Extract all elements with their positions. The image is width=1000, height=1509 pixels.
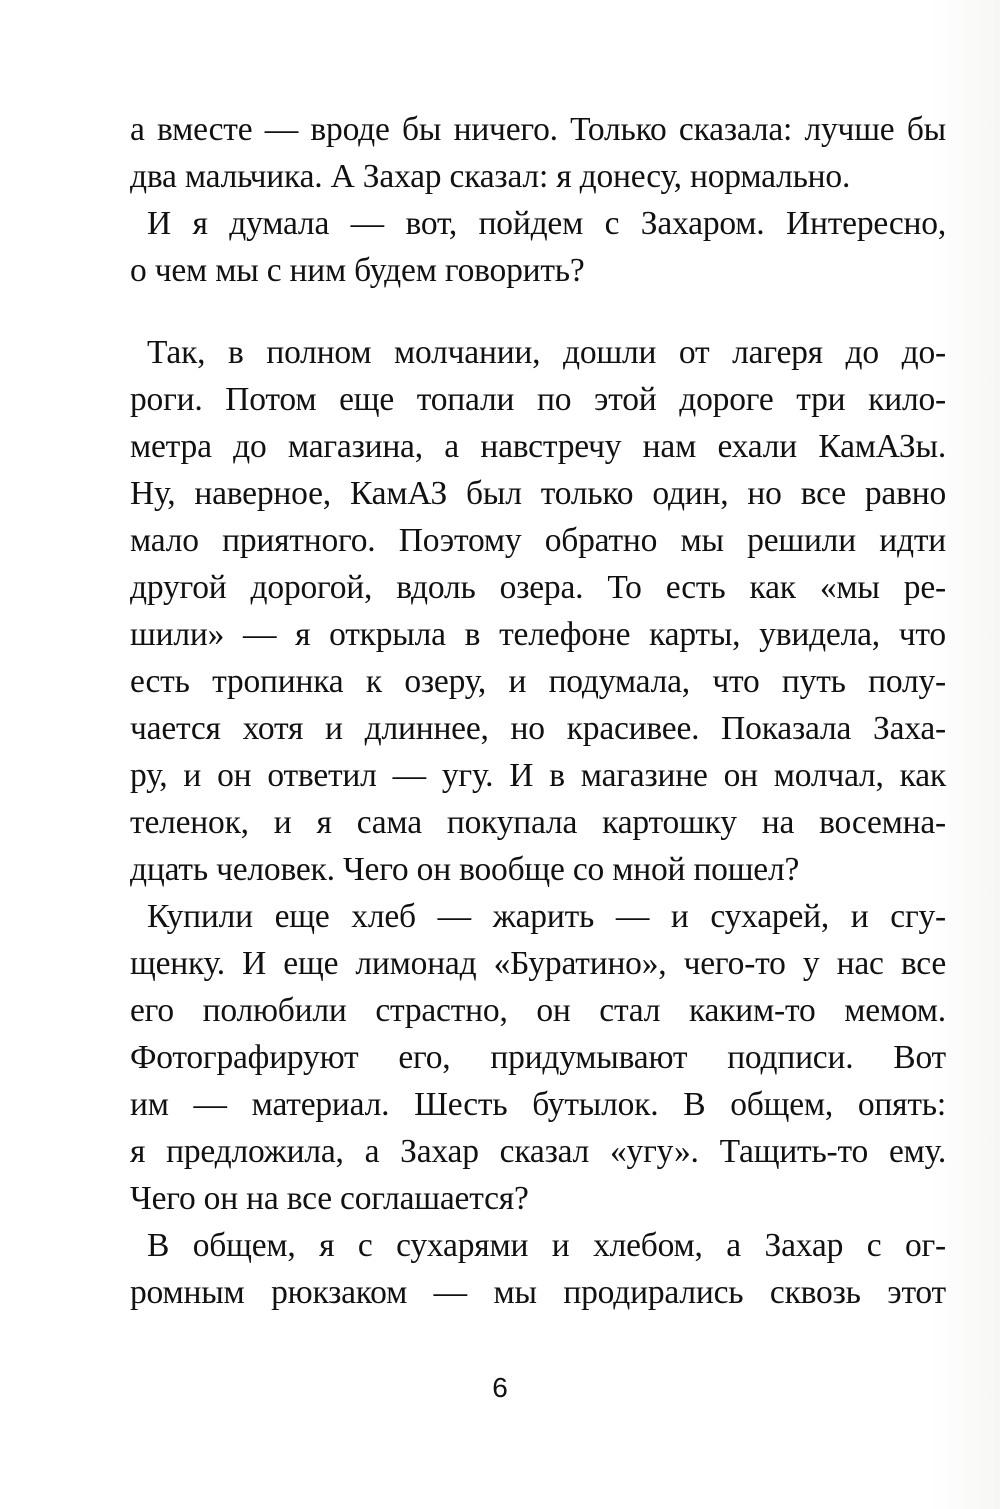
text-line: В общем, я с сухарями и хлебом, а Захар с ог-: [147, 1227, 946, 1264]
text-line: его полюбили страстно, он стал каким-то мемом.: [130, 992, 946, 1029]
text-line: шили» — я открыла в телефоне карты, увидела, что: [130, 616, 946, 653]
text-line: два мальчика. А Захар сказал: я донесу, нормально.: [130, 158, 851, 195]
text-block-top: [130, 106, 946, 294]
text-line: чается хотя и длиннее, но красивее. Показала Заха-: [130, 710, 946, 747]
text-line: ромным рюкзаком — мы продирались сквозь этот: [130, 1274, 946, 1311]
text-line: метра до магазина, а навстречу нам ехали КамАЗы.: [130, 428, 946, 465]
text-line: ру, и он ответил — угу. И в магазине он молчал, как: [130, 757, 946, 794]
text-line: дцать человек. Чего он вообще со мной пошел?: [130, 851, 800, 888]
text-line: Фотографируют его, придумывают подписи. Вот: [130, 1039, 946, 1076]
text-line: Ну, наверное, КамАЗ был только один, но все равно: [130, 475, 946, 512]
text-line: роги. Потом еще топали по этой дороге три кило-: [130, 381, 946, 418]
text-line: Чего он на все соглашается?: [130, 1180, 529, 1217]
text-block-main: [130, 329, 946, 1316]
text-line: я предложила, а Захар сказал «угу». Тащить-то ему.: [130, 1133, 946, 1170]
text-line: другой дорогой, вдоль озера. То есть как «мы ре-: [130, 569, 946, 606]
text-line: им — материал. Шесть бутылок. В общем, опять:: [130, 1086, 946, 1123]
page-number: 6: [492, 1372, 508, 1403]
text-line: Так, в полном молчании, дошли от лагеря до до-: [147, 334, 946, 371]
text-line: теленок, и я сама покупала картошку на восемна-: [130, 804, 946, 841]
text-line: есть тропинка к озеру, и подумала, что путь полу-: [130, 663, 946, 700]
text-line: а вместе — вроде бы ничего. Только сказала: лучше бы: [130, 111, 946, 148]
text-line: мало приятного. Поэтому обратно мы решили идти: [130, 522, 946, 559]
text-line: Купили еще хлеб — жарить — и сухарей, и сгу-: [147, 898, 946, 935]
text-line: щенку. И еще лимонад «Буратино», чего-то у нас все: [130, 945, 946, 982]
text-line: И я думала — вот, пойдем с Захаром. Интересно,: [147, 205, 946, 242]
text-line: о чем мы с ним будем говорить?: [130, 252, 585, 289]
